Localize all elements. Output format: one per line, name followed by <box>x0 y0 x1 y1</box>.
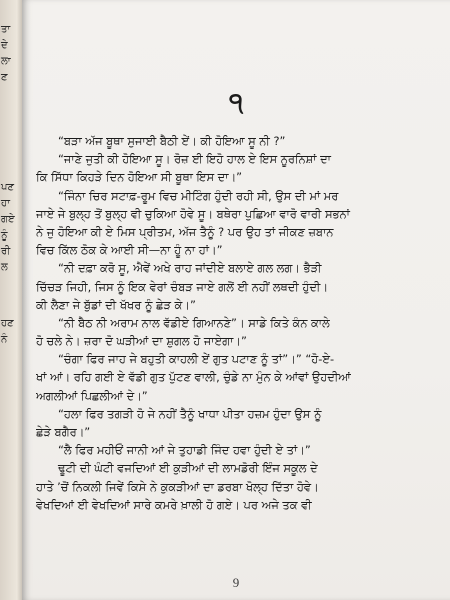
previous-page-fragment: ਹਣ <box>1 318 14 329</box>
previous-page-fragment: ਪਣ <box>1 182 14 193</box>
text-line: ਕੀ ਲੈਣਾ ਜੇ ਬੁੱਡਾਂ ਦੀ ਖੱਖਰ ਨੂੰ ਛੇੜ ਕੇ।” <box>36 297 196 312</box>
previous-page-fragment: ਨੂੰ <box>1 230 8 241</box>
text-line: ਵੇਖਦਿਆਂ ਈ ਵੇਖਦਿਆਂ ਸਾਰੇ ਕਮਰੇ ਖ਼ਾਲੀ ਹੋ ਗਏ। ਪਰ ਅਜੇ ਤਕ ਵੀ <box>36 497 312 512</box>
previous-page-fragment: ਨੰ <box>1 334 8 345</box>
text-line: ਨੇ ਜੁ ਹੋਇਆ ਕੀ ਏ ਮਿਸ ਪ੍ਰੀਤਮ, ਅੱਜ ਤੈਨੂੰ ? ਪਰ ਉਹ ਤਾਂ ਜੀਕਣ ਜ਼ਬਾਨ <box>36 224 334 239</box>
previous-page-fragment: ਤਾ <box>1 24 11 35</box>
previous-page-fragment: ਲ <box>1 262 8 273</box>
text-line: ਢੂਟੀ ਦੀ ਘੰਟੀ ਵਜਦਿਆਂ ਈ ਕੁੜੀਆਂ ਦੀ ਲਾਮਡੋਰੀ ਇੰਜ ਸਕੂਲ ਦੇ <box>58 461 318 476</box>
text-line: ਚਿੱਚੜ ਜਿਹੀ, ਜਿਸ ਨੂੰ ਇਕ ਵੇਰਾਂ ਚੰਬੜ ਜਾਏ ਗਲੋਂ ਈ ਨਹੀਂ ਲਥਦੀ ਹੁੰਦੀ। <box>36 279 329 294</box>
text-line: “ਚੰਗਾ ਫਿਰ ਜਾਹ ਜੇ ਬਹੁਤੀ ਕਾਹਲੀ ਏਂ ਗੁਤ ਪਟਾਣ ਨੂੰ ਤਾਂ”।” “ਹੋ-ਏ- <box>58 352 335 367</box>
previous-page-edge <box>0 0 24 600</box>
page-number: 9 <box>232 575 240 590</box>
text-line: “ਨੀ ਦਫ਼ਾ ਕਰੋ ਸੂ, ਐਵੇਂ ਅਖੇ ਰਾਹ ਜਾਂਦੀਏ ਬਲਾਏ ਗਲ ਲਗ। ਭੈੜੀ <box>58 261 322 276</box>
previous-page-fragment: ਗਏ <box>1 214 15 225</box>
text-line: ਖਾਂ ਆਂ। ਰਹਿ ਗਈ ਏ ਵੱਡੀ ਗੁਤ ਪੁੱਟਣ ਵਾਲੀ, ਚੁੰਡੇ ਨਾ ਮੁੰਨ ਕੇ ਆਂਵਾਂ ਉਹਦੀਆਂ <box>36 370 351 385</box>
text-line: ਜਾਏ ਜੇ ਬੁਲ੍ਹ ਤੋਂ ਬੁਲ੍ਹ ਵੀ ਚੁਕਿਆ ਹੋਵੇ ਸੂ। ਬਥੇਰਾ ਪੁਛਿਆ ਵਾਰੋ ਵਾਰੀ ਸਭਨਾਂ <box>36 206 350 221</box>
text-line: ਹੋ ਚਲੇ ਨੇ। ਜ਼ਰਾ ਦੋ ਘੜੀਆਂ ਦਾ ਸ਼ੁਗਲ ਹੋ ਜਾਏਗਾ।” <box>36 334 247 349</box>
text-line: ਕਿ ਸਿੱਧਾ ਕਿਹੜੇ ਦਿਨ ਹੋਇਆ ਸੀ ਬੂਥਾ ਇਸ ਦਾ।” <box>36 170 243 185</box>
text-line: “ਜਾਣੇ ਜੁਤੀ ਕੀ ਹੋਇਆ ਸੂ। ਰੋਜ਼ ਈ ਇਹੋ ਹਾਲ ਏ ਇਸ ਨੂਰਨਿਸ਼ਾਂ ਦਾ <box>58 152 331 167</box>
text-line: ਹਾਤੇ ’ਚੋਂ ਨਿਕਲੀ ਜਿਵੇਂ ਕਿਸੇ ਨੇ ਕੁਕੜੀਆਂ ਦਾ ਡਰਬਾ ਖੋਲ੍ਹ ਦਿੱਤਾ ਹੋਵੇ। <box>36 479 319 494</box>
text-line: ਅਗਲੀਆਂ ਪਿਛਲੀਆਂ ਦੇ।” <box>36 388 148 403</box>
previous-page-fragment: ਹਾ <box>1 198 10 209</box>
previous-page-fragment: ਰੀ <box>1 246 11 257</box>
text-line: “ਬੜਾ ਅੱਜ ਬੂਥਾ ਸੁਜਾਈ ਬੈਠੀ ਏਂ। ਕੀ ਹੋਇਆ ਸੂ ਨੀ ?” <box>58 134 286 148</box>
text-line: ਵਿਚ ਕਿੱਲ ਠੋਕ ਕੇ ਆਈ ਸੀ—ਨਾ ਹੂੰ ਨਾ ਹਾਂ।” <box>36 243 223 258</box>
text-line: “ਨੀ ਬੈਠ ਨੀ ਅਰਾਮ ਨਾਲ ਵੱਡੀਏ ਗਿਆਨਣੇ”। ਸਾਡੇ ਕਿਤੇ ਕੰਨ ਕਾਲੇ <box>58 315 330 330</box>
text-line: “ਲੈ ਫਿਰ ਮਹੀਓਂ ਜਾਨੀ ਆਂ ਜੇ ਤੁਹਾਡੀ ਜਿੰਦ ਹਵਾ ਹੁੰਦੀ ਏ ਤਾਂ।” <box>58 443 311 458</box>
text-line: ਛੇੜੇ ਬਗੈਰ।” <box>36 425 91 439</box>
book-page <box>22 0 450 600</box>
text-line: “ਜਿੰਨਾ ਚਿਰ ਸਟਾਫ਼-ਰੂਮ ਵਿਚ ਮੀਟਿੰਗ ਹੁੰਦੀ ਰਹੀ ਸੀ, ਉਸ ਦੀ ਮਾਂ ਮਰ <box>58 188 339 203</box>
previous-page-fragment: ਲਾ <box>1 56 11 67</box>
chapter-body-text <box>36 132 436 514</box>
text-line: “ਹਲਾ ਫਿਰ ਤਗੜੀ ਹੋ ਜੇ ਨਹੀਂ ਤੈਨੂੰ ਖਾਧਾ ਪੀਤਾ ਹਜ਼ਮ ਹੁੰਦਾ ਉਸ ਨੂੰ <box>58 406 322 421</box>
previous-page-fragment: ਦੇ <box>1 40 8 51</box>
previous-page-fragment: ਣ <box>1 72 8 83</box>
chapter-number: ੧ <box>228 88 244 118</box>
